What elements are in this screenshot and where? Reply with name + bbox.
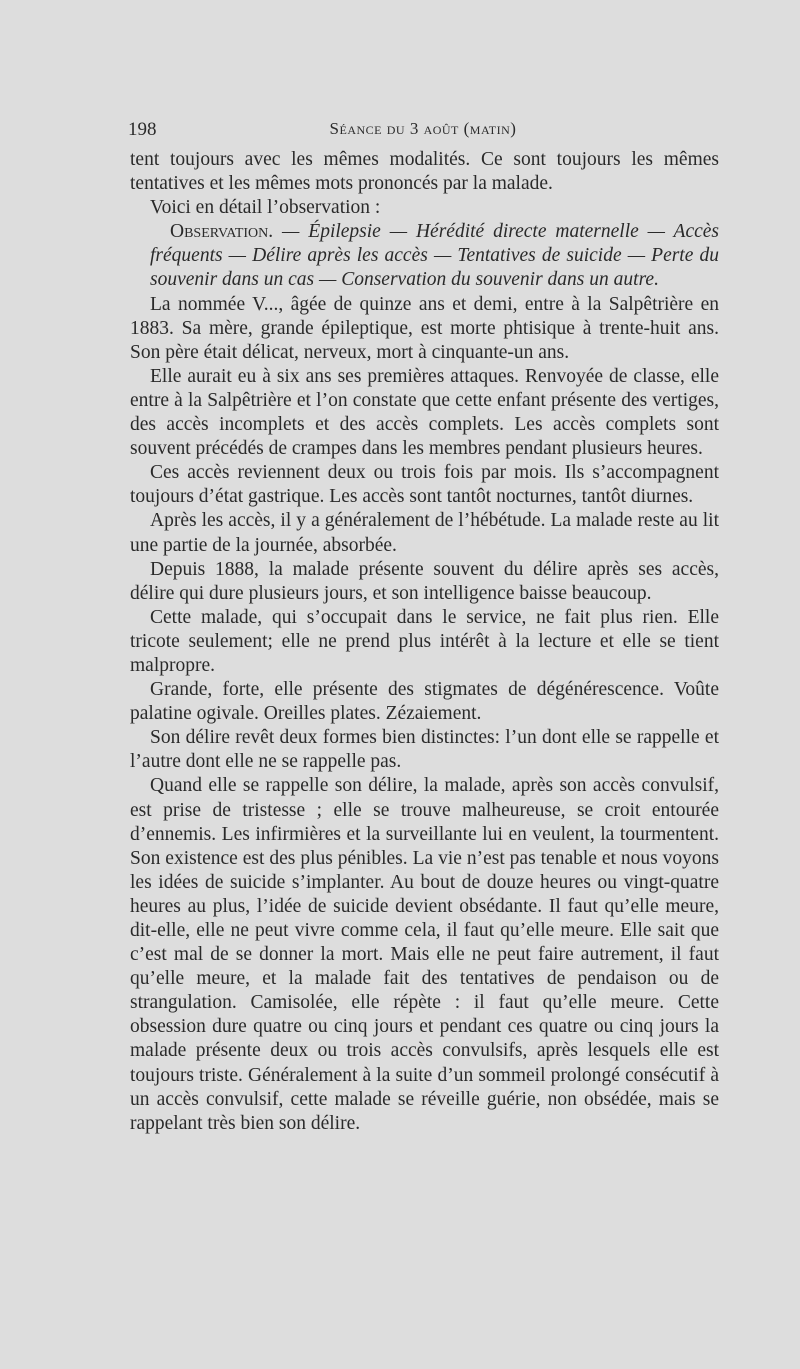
paragraph: Elle aurait eu à six ans ses premières attaques. Renvoyée de classe, elle entre à la Salpêtrière et l’on constate que cette enfant présente des vertiges, des accès incomplets et des accès complets. Les accès complets sont souvent précédés de crampes dans les membres pendant plusieurs heures. [130,365,719,460]
observation-label: Observation. [170,221,274,243]
paragraph: Grande, forte, elle présente des stigmates de dégénérescence. Voûte palatine ogivale. Oreilles plates. Zézaiement. [130,679,719,725]
page-body [130,148,719,1136]
paragraph: Voici en détail l’observation : [150,197,381,219]
paragraph: Quand elle se rappelle son délire, la malade, après son accès convulsif, est prise de tristesse ; elle se trouve malheureuse, se croit entourée d’ennemis. Les infirmières et la surveillante lui en veulent, la tourmentent. Son existence est des plus pénibles. La vie n’est pas tenable et nous voyons les idées de suicide s’implanter. Au bout de douze heures ou vingt-quatre heures au plus, l’idée de suicide devient obsédante. Il faut qu’elle meure, dit-elle, elle ne peut vivre comme cela, il faut qu’elle meure. Elle sait que c’est mal de se donner la mort. Mais elle ne peut faire autrement, il faut qu’elle meure, et la malade fait des tentatives de pendaison ou de strangulation. Camisolée, elle répète : il faut qu’elle meure. Cette obsession dure quatre ou cinq jours et pendant ces quatre ou cinq jours la malade présente deux ou trois accès convulsifs, après lesquels elle est toujours triste. Généralement à la suite d’un sommeil prolongé consécutif à un accès convulsif, cette malade se réveille guérie, non obsédée, mais se rappelant très bien son délire. [130,775,719,1134]
paragraph: Depuis 1888, la malade présente souvent du délire après ses accès, délire qui dure plusieurs jours, et son intelligence baisse beaucoup. [130,558,719,604]
page-number: 198 [128,119,157,140]
paragraph: Après les accès, il y a généralement de l’hébétude. La malade reste au lit une partie de la journée, absorbée. [130,510,719,556]
paragraph: Son délire revêt deux formes bien distinctes: l’un dont elle se rappelle et l’autre dont elle ne se rappelle pas. [130,727,719,773]
paragraph: Ces accès reviennent deux ou trois fois par mois. Ils s’accompagnent toujours d’état gastrique. Les accès sont tantôt nocturnes, tantôt diurnes. [130,462,719,508]
running-title: Séance du 3 août (matin) [329,119,517,138]
observation-title: — Épilepsie — Hérédité directe maternelle — Accès fréquents — Délire après les accès — Tentatives de suicide — Perte du souvenir dans un cas — Conservation du souvenir dans un autre. [150,221,719,291]
page-header [128,119,718,143]
paragraph: tent toujours avec les mêmes modalités. Ce sont toujours les mêmes tentatives et les mêmes mots prononcés par la malade. [130,149,719,195]
observation-heading [130,220,719,292]
paragraph: La nommée V..., âgée de quinze ans et demi, entre à la Salpêtrière en 1883. Sa mère, grande épileptique, est morte phtisique à trente-huit ans. Son père était délicat, nerveux, mort à cinquante-un ans. [130,293,719,363]
paragraph: Cette malade, qui s’occupait dans le service, ne fait plus rien. Elle tricote seulement; elle ne prend plus intérêt à la lecture et elle se tient malpropre. [130,606,719,676]
